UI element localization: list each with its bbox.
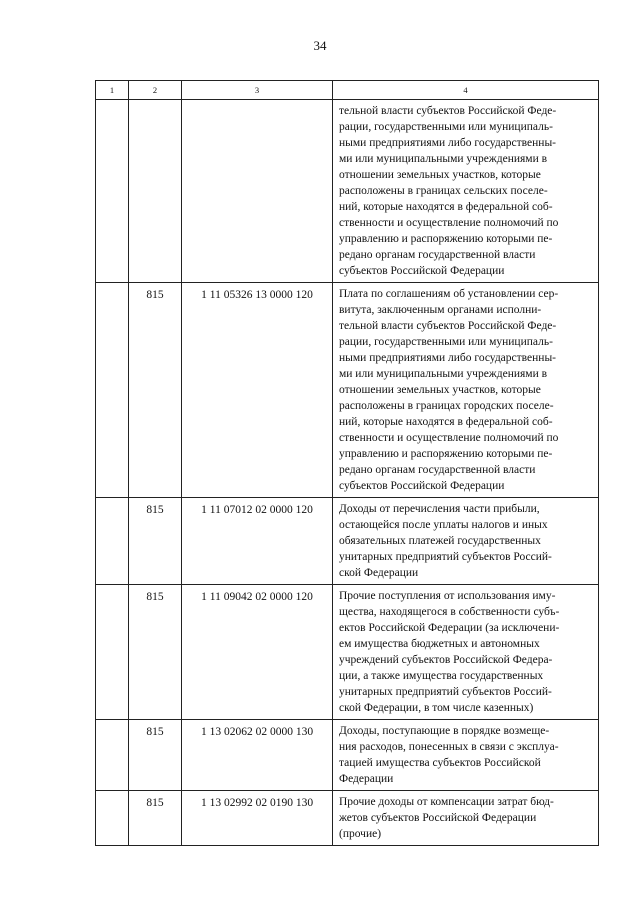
administrator-code-cell: 815	[129, 720, 182, 791]
description-line: Доходы от перечисления части прибыли,	[339, 503, 540, 515]
description-line: тельной власти субъектов Российской Феде-	[339, 105, 557, 117]
table-row	[96, 585, 599, 720]
empty-cell	[96, 791, 129, 846]
empty-cell	[96, 720, 129, 791]
budget-classification-code-cell	[182, 100, 333, 283]
description-line: витута, заключенным органами исполни-	[339, 304, 542, 316]
empty-cell	[96, 585, 129, 720]
description-line: унитарных предприятий субъектов Россий-	[339, 551, 552, 563]
revenue-description-cell	[333, 498, 599, 585]
description-line: учреждений субъектов Российской Федера-	[339, 654, 553, 666]
table-row	[96, 720, 599, 791]
revenue-codes-table	[95, 80, 599, 846]
description-line: ственности и осуществление полномочий по	[339, 217, 559, 229]
description-line: Федерации	[339, 773, 394, 785]
description-line: отношении земельных участков, которые	[339, 169, 541, 181]
description-line: редано органам государственной власти	[339, 249, 536, 261]
description-line: тельной власти субъектов Российской Феде-	[339, 320, 557, 332]
description-line: редано органам государственной власти	[339, 464, 536, 476]
empty-cell	[96, 498, 129, 585]
page-number: 34	[313, 38, 327, 53]
description-line: тацией имущества субъектов Российской	[339, 757, 541, 769]
table-row	[96, 791, 599, 846]
empty-cell	[96, 100, 129, 283]
administrator-code-cell: 815	[129, 791, 182, 846]
description-line: ем имущества бюджетных и автономных	[339, 638, 540, 650]
description-line: расположены в границах сельских поселе-	[339, 185, 548, 197]
description-line: (прочие)	[339, 828, 382, 840]
description-line: управлению и распоряжению которыми пе-	[339, 233, 553, 245]
description-line: ственности и осуществление полномочий по	[339, 432, 559, 444]
budget-classification-code-cell: 1 13 02062 02 0000 130	[182, 720, 333, 791]
description-line: рации, государственными или муниципаль-	[339, 121, 553, 133]
revenue-description-cell	[333, 720, 599, 791]
description-line: ции, а также имущества государственных	[339, 670, 544, 682]
description-line: рации, государственными или муниципаль-	[339, 336, 553, 348]
description-line: отношении земельных участков, которые	[339, 384, 541, 396]
revenue-description-cell	[333, 283, 599, 498]
description-line: ской Федерации, в том числе казенных)	[339, 702, 534, 714]
description-line: ми или муниципальными учреждениями в	[339, 153, 548, 165]
table-row	[96, 498, 599, 585]
description-line: управлению и распоряжению которыми пе-	[339, 448, 553, 460]
description-line: субъектов Российской Федерации	[339, 265, 505, 277]
budget-classification-code-cell: 1 13 02992 02 0190 130	[182, 791, 333, 846]
description-line: обязательных платежей государственных	[339, 535, 541, 547]
budget-classification-code-cell: 1 11 09042 02 0000 120	[182, 585, 333, 720]
description-line: ными предприятиями либо государственны-	[339, 352, 557, 364]
description-line: ний, которые находятся в федеральной соб-	[339, 201, 553, 213]
description-line: ской Федерации	[339, 567, 419, 579]
budget-classification-code-cell: 1 11 07012 02 0000 120	[182, 498, 333, 585]
table-row	[96, 100, 599, 283]
description-line: Прочие поступления от использования иму-	[339, 590, 556, 602]
revenue-description-cell	[333, 100, 599, 283]
description-line: ми или муниципальными учреждениями в	[339, 368, 548, 380]
column-header: 2	[129, 81, 182, 100]
administrator-code-cell: 815	[129, 585, 182, 720]
description-line: ектов Российской Федерации (за исключени-	[339, 622, 560, 634]
description-line: унитарных предприятий субъектов Россий-	[339, 686, 552, 698]
budget-classification-code-cell: 1 11 05326 13 0000 120	[182, 283, 333, 498]
table-header-row	[96, 81, 599, 100]
revenue-description-cell	[333, 585, 599, 720]
table-row	[96, 283, 599, 498]
description-line: субъектов Российской Федерации	[339, 480, 505, 492]
column-header: 4	[333, 81, 599, 100]
empty-cell	[96, 283, 129, 498]
description-line: ний, которые находятся в федеральной соб-	[339, 416, 553, 428]
revenue-description-cell	[333, 791, 599, 846]
description-line: ния расходов, понесенных в связи с эксплуа-	[339, 741, 559, 753]
column-header: 3	[182, 81, 333, 100]
administrator-code-cell: 815	[129, 283, 182, 498]
description-line: Прочие доходы от компенсации затрат бюд-	[339, 796, 554, 808]
column-header: 1	[96, 81, 129, 100]
description-line: ными предприятиями либо государственны-	[339, 137, 557, 149]
description-line: щества, находящегося в собственности субъ-	[339, 606, 560, 618]
description-line: остающейся после уплаты налогов и иных	[339, 519, 548, 531]
description-line: Доходы, поступающие в порядке возмеще-	[339, 725, 550, 737]
description-line: Плата по соглашениям об установлении сер-	[339, 288, 559, 300]
description-line: жетов субъектов Российской Федерации	[339, 812, 537, 824]
administrator-code-cell	[129, 100, 182, 283]
description-line: расположены в границах городских поселе-	[339, 400, 554, 412]
administrator-code-cell: 815	[129, 498, 182, 585]
